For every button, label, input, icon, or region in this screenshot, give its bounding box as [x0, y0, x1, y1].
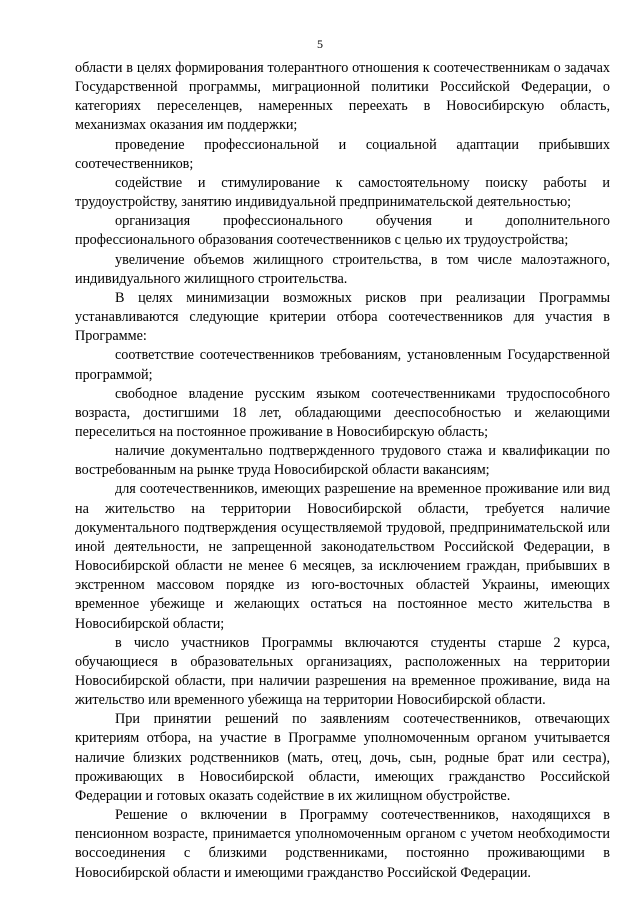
document-body — [75, 59, 610, 883]
paragraph: для соотечественников, имеющих разрешение на временное проживание или вид на жительство на территории Новосибирской области, требуется наличие документального подтверждения осуществляемой трудовой, предпринимательской или иной деятельности, не запрещенной законодательством Российской Федерации, в Новосибирской области не менее 6 месяцев, за исключением граждан, прибывших в экстренном массовом порядке из юго-восточных областей Украины, имеющих временное убежище и желающих остаться на постоянное место жительства в Новосибирской области; — [75, 481, 610, 632]
paragraph: увеличение объемов жилищного строительства, в том числе малоэтажного, индивидуального жилищного строительства. — [75, 251, 610, 287]
paragraph: организация профессионального обучения и дополнительного профессионального образования соотечественников с целью их трудоустройства; — [75, 213, 610, 249]
paragraph: свободное владение русским языком соотечественниками трудоспособного возраста, достигшими 18 лет, обладающими дееспособностью и желающими переселиться на постоянное проживание в Новосибирскую область; — [75, 385, 610, 440]
paragraph: В целях минимизации возможных рисков при реализации Программы устанавливаются следующие критерии отбора соотечественников для участия в Программе: — [75, 289, 610, 345]
paragraph: в число участников Программы включаются студенты старше 2 курса, обучающиеся в образовательных организациях, расположенных на территории Новосибирской области, при наличии разрешения на временное проживание, вида на жительство или временного убежища на территории Новосибирской области. — [75, 634, 610, 709]
page-number: 5 — [317, 37, 323, 51]
paragraph: проведение профессиональной и социальной адаптации прибывших соотечественников; — [75, 136, 610, 172]
paragraph: наличие документально подтвержденного трудового стажа и квалификации по востребованным на рынке труда Новосибирской области вакансиям; — [75, 443, 610, 479]
paragraph: При принятии решений по заявлениям соотечественников, отвечающих критериям отбора, на участие в Программе уполномоченным органом учитывается наличие близких родственников (мать, отец, дочь, сын, родные брат или сестра), проживающих в Новосибирской области, имеющих гражданство Российской Федерации и готовых оказать содействие в их жилищном обустройстве. — [75, 711, 610, 804]
paragraph: Решение о включении в Программу соотечественников, находящихся в пенсионном возрасте, принимается уполномоченным органом с учетом необходимости воссоединения с близкими родственниками, постоянно проживающими в Новосибирской области и имеющими гражданство Российской Федерации. — [75, 807, 610, 881]
paragraph: содействие и стимулирование к самостоятельному поиску работы и трудоустройству, занятию индивидуальной предпринимательской деятельностью; — [75, 174, 610, 211]
paragraph: соответствие соотечественников требованиям, установленным Государственной программой; — [75, 347, 610, 383]
paragraph-continuation: области в целях формирования толерантного отношения к соотечественникам о задачах Государственной программы, миграционной политики Российской Федерации, о категориях переселенцев, намеренных переехать в Новосибирскую область, механизмах оказания им поддержки; — [75, 60, 610, 134]
